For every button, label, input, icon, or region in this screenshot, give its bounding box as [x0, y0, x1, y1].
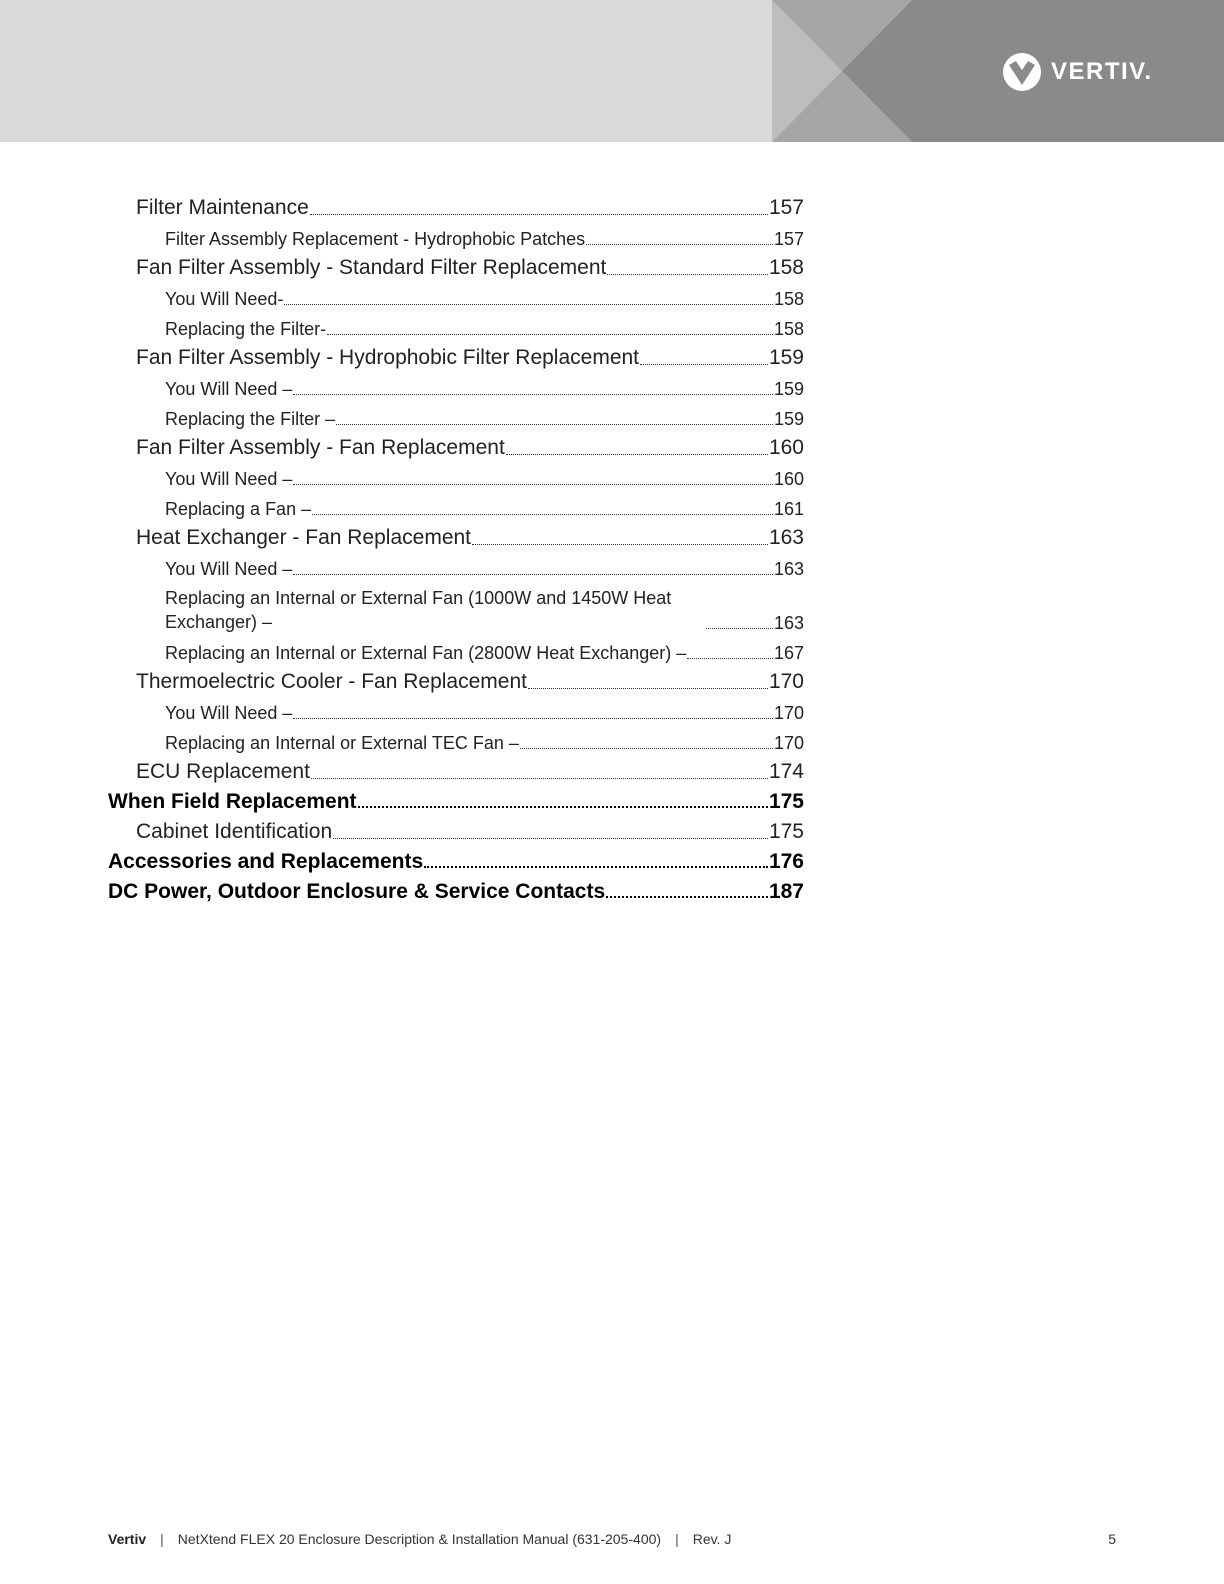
toc-dot-leader — [528, 688, 768, 689]
toc-entry-level-3[interactable] — [108, 370, 804, 400]
toc-entry-title: Fan Filter Assembly - Standard Filter Replacement — [136, 256, 607, 279]
toc-entry-title: Filter Maintenance — [136, 196, 309, 219]
toc-entry-level-1[interactable] — [108, 784, 804, 814]
toc-dot-leader — [293, 574, 773, 575]
toc-dot-leader — [506, 454, 768, 455]
toc-entry-title: Filter Assembly Replacement - Hydrophobic Patches — [165, 229, 586, 249]
toc-entry-title: Accessories and Replacements — [108, 850, 424, 873]
toc-entry-title: You Will Need- — [165, 289, 284, 309]
toc-dot-leader — [327, 334, 773, 335]
vertiv-logo-text: VERTIV. — [1051, 58, 1153, 85]
vertiv-logo — [1002, 52, 1153, 92]
toc-entry-page-number: 160 — [768, 436, 804, 459]
toc-entry-page-number: 163 — [773, 559, 804, 579]
toc-entry-level-3[interactable] — [108, 460, 804, 490]
toc-entry-title: Replacing a Fan – — [165, 499, 312, 519]
toc-entry-level-2[interactable] — [108, 340, 804, 370]
toc-entry-page-number: 158 — [768, 256, 804, 279]
toc-entry-level-1[interactable] — [108, 874, 804, 904]
toc-entry-title: You Will Need – — [165, 559, 293, 579]
table-of-contents — [108, 190, 804, 904]
toc-entry-title: ECU Replacement — [136, 760, 310, 783]
footer-separator: | — [675, 1531, 679, 1547]
toc-entry-page-number: 167 — [773, 643, 804, 663]
footer-brand: Vertiv — [108, 1531, 147, 1547]
toc-dot-leader — [312, 514, 773, 515]
toc-entry-title: Replacing the Filter – — [165, 409, 336, 429]
toc-entry-page-number: 175 — [768, 790, 804, 813]
toc-dot-leader — [293, 394, 773, 395]
toc-dot-leader — [310, 214, 768, 215]
vertiv-logo-icon — [1002, 52, 1042, 92]
toc-entry-level-2[interactable] — [108, 250, 804, 280]
toc-entry-level-2[interactable] — [108, 520, 804, 550]
footer-document-title: NetXtend FLEX 20 Enclosure Description & Installation Manual (631-205-400) — [177, 1531, 662, 1547]
toc-dot-leader — [336, 424, 773, 425]
toc-entry-title: You Will Need – — [165, 703, 293, 723]
toc-entry-page-number: 175 — [768, 820, 804, 843]
footer-separator: | — [160, 1531, 164, 1547]
page-header-band — [0, 0, 1224, 142]
toc-entry-level-3[interactable] — [108, 694, 804, 724]
toc-dot-leader — [706, 628, 773, 629]
toc-entry-level-2[interactable] — [108, 430, 804, 460]
toc-dot-leader — [424, 866, 768, 868]
toc-entry-page-number: 157 — [768, 196, 804, 219]
toc-entry-page-number: 176 — [768, 850, 804, 873]
toc-entry-level-3[interactable] — [108, 490, 804, 520]
toc-entry-page-number: 161 — [773, 499, 804, 519]
toc-entry-level-3[interactable] — [108, 400, 804, 430]
toc-dot-leader — [358, 806, 768, 808]
toc-dot-leader — [472, 544, 768, 545]
toc-entry-level-2[interactable] — [108, 754, 804, 784]
toc-entry-level-3[interactable] — [108, 634, 804, 664]
toc-entry-page-number: 174 — [768, 760, 804, 783]
toc-entry-level-3[interactable] — [108, 580, 804, 634]
toc-entry-level-2[interactable] — [108, 190, 804, 220]
toc-dot-leader — [586, 244, 773, 245]
toc-entry-title: Replacing an Internal or External TEC Fan – — [165, 733, 519, 753]
toc-entry-level-3[interactable] — [108, 724, 804, 754]
toc-entry-title: Replacing the Filter- — [165, 319, 327, 339]
toc-entry-title: Replacing an Internal or External Fan (2800W Heat Exchanger) – — [165, 643, 687, 663]
toc-entry-page-number: 157 — [773, 229, 804, 249]
toc-entry-page-number: 159 — [773, 379, 804, 399]
toc-dot-leader — [607, 274, 768, 275]
toc-entry-page-number: 163 — [768, 526, 804, 549]
toc-entry-page-number: 159 — [768, 346, 804, 369]
toc-entry-page-number: 163 — [773, 613, 804, 633]
toc-dot-leader — [687, 658, 773, 659]
toc-entry-title: You Will Need – — [165, 469, 293, 489]
toc-entry-level-3[interactable] — [108, 220, 804, 250]
page-footer — [108, 1528, 1116, 1550]
toc-entry-page-number: 170 — [773, 703, 804, 723]
toc-entry-page-number: 158 — [773, 319, 804, 339]
toc-entry-level-2[interactable] — [108, 814, 804, 844]
toc-entry-title: When Field Replacement — [108, 790, 357, 813]
toc-entry-title: DC Power, Outdoor Enclosure & Service Contacts — [108, 880, 606, 903]
toc-dot-leader — [293, 484, 773, 485]
toc-entry-page-number: 170 — [768, 670, 804, 693]
toc-dot-leader — [311, 778, 768, 779]
toc-entry-title: Thermoelectric Cooler - Fan Replacement — [136, 670, 527, 693]
toc-entry-level-3[interactable] — [108, 550, 804, 580]
toc-entry-level-2[interactable] — [108, 664, 804, 694]
toc-entry-level-3[interactable] — [108, 310, 804, 340]
toc-dot-leader — [520, 748, 773, 749]
toc-entry-title: Heat Exchanger - Fan Replacement — [136, 526, 472, 549]
toc-dot-leader — [293, 718, 773, 719]
toc-entry-page-number: 170 — [773, 733, 804, 753]
toc-dot-leader — [284, 304, 773, 305]
toc-entry-page-number: 158 — [773, 289, 804, 309]
toc-entry-title: You Will Need – — [165, 379, 293, 399]
footer-page-number: 5 — [1108, 1531, 1116, 1547]
footer-revision: Rev. J — [692, 1531, 732, 1547]
toc-entry-title: Fan Filter Assembly - Hydrophobic Filter Replacement — [136, 346, 640, 369]
toc-dot-leader — [606, 896, 768, 898]
toc-entry-page-number: 160 — [773, 469, 804, 489]
toc-entry-title: Fan Filter Assembly - Fan Replacement — [136, 436, 505, 459]
toc-dot-leader — [333, 838, 768, 839]
toc-entry-page-number: 187 — [768, 880, 804, 903]
toc-entry-level-3[interactable] — [108, 280, 804, 310]
toc-entry-page-number: 159 — [773, 409, 804, 429]
toc-entry-title: Replacing an Internal or External Fan (1000W and 1450W Heat Exchanger) – — [165, 588, 672, 632]
toc-dot-leader — [640, 364, 768, 365]
toc-entry-title: Cabinet Identification — [136, 820, 333, 843]
toc-entry-level-1[interactable] — [108, 844, 804, 874]
